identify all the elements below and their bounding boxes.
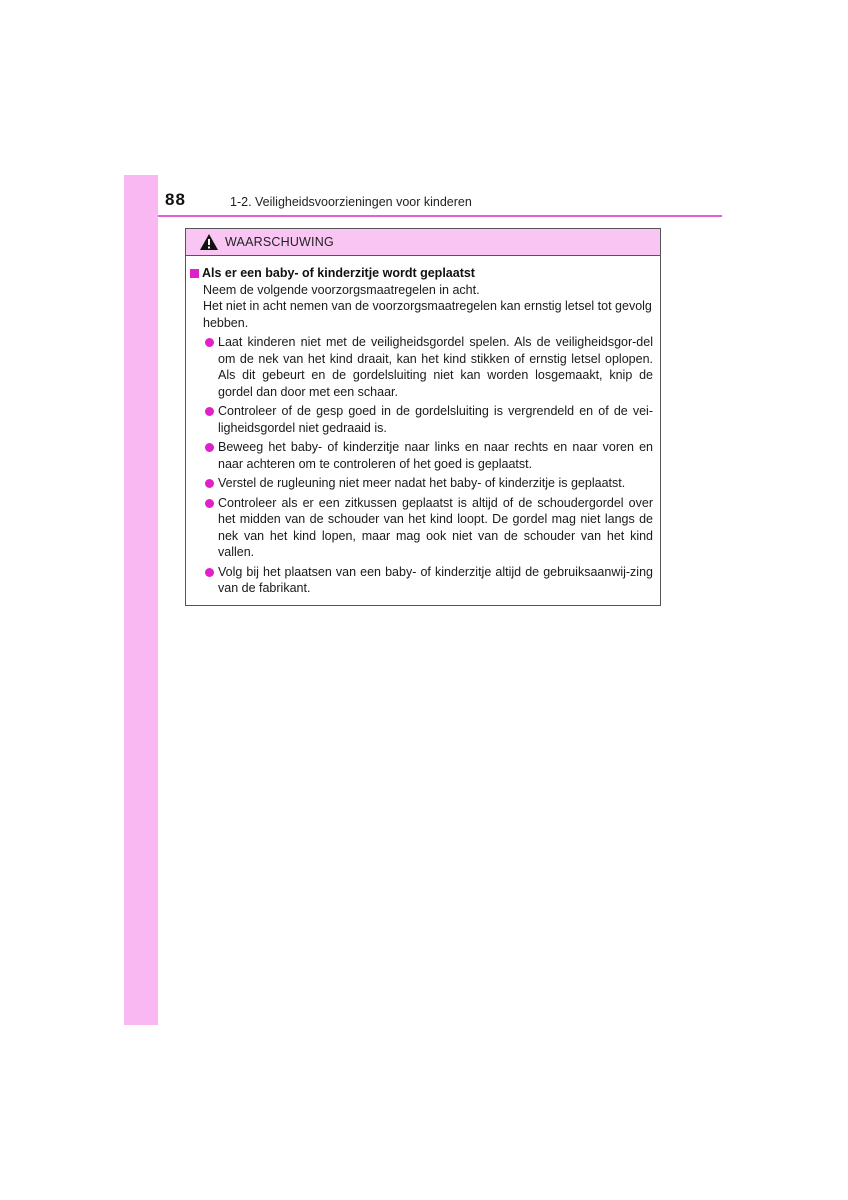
- precaution-list: [190, 334, 653, 597]
- warning-label: WAARSCHUWING: [225, 235, 334, 249]
- section-title: 1-2. Veiligheidsvoorzieningen voor kinderen: [230, 195, 472, 209]
- section-heading: [190, 265, 653, 282]
- list-item: Verstel de rugleuning niet meer nadat het baby- of kinderzitje is geplaatst.: [204, 475, 653, 492]
- warning-body: [186, 256, 660, 597]
- list-item: Volg bij het plaatsen van een baby- of kinderzitje altijd de gebruiksaanwij-zing van de fabrikant.: [204, 564, 653, 597]
- intro-text: [190, 282, 653, 332]
- intro-line: Neem de volgende voorzorgsmaatregelen in acht.: [203, 282, 480, 297]
- warning-box: [185, 228, 661, 606]
- list-item: Controleer of de gesp goed in de gordelsluiting is vergrendeld en of de vei-ligheidsgordel niet gedraaid is.: [204, 403, 653, 436]
- list-item: Controleer als er een zitkussen geplaatst is altijd of de schoudergordel over het midden van de schouder van het kind loopt. De gordel mag niet langs de nek van het kind lopen, maar mag ook niet van de schouder van het kind vallen.: [204, 495, 653, 561]
- section-heading-text: Als er een baby- of kinderzitje wordt geplaatst: [202, 266, 475, 280]
- square-bullet-icon: [190, 269, 199, 278]
- list-item: Beweeg het baby- of kinderzitje naar links en naar rechts en naar voren en naar achteren om te controleren of het goed is geplaatst.: [204, 439, 653, 472]
- chapter-side-tab: [124, 175, 158, 1025]
- warning-header: [186, 229, 660, 256]
- warning-triangle-icon: [199, 233, 219, 251]
- page-number: 88: [165, 190, 186, 209]
- intro-line: Het niet in acht nemen van de voorzorgsmaatregelen kan ernstig letsel tot gevolg hebben.: [203, 299, 652, 330]
- list-item: Laat kinderen niet met de veiligheidsgordel spelen. Als de veiligheidsgor-del om de nek van het kind draait, kan het kind stikken of ernstig letsel oplopen. Als dit gebeurt en de gordelsluiting niet kan worden losgemaakt, knip de gordel dan door met een schaar.: [204, 334, 653, 400]
- header-divider: [158, 215, 722, 217]
